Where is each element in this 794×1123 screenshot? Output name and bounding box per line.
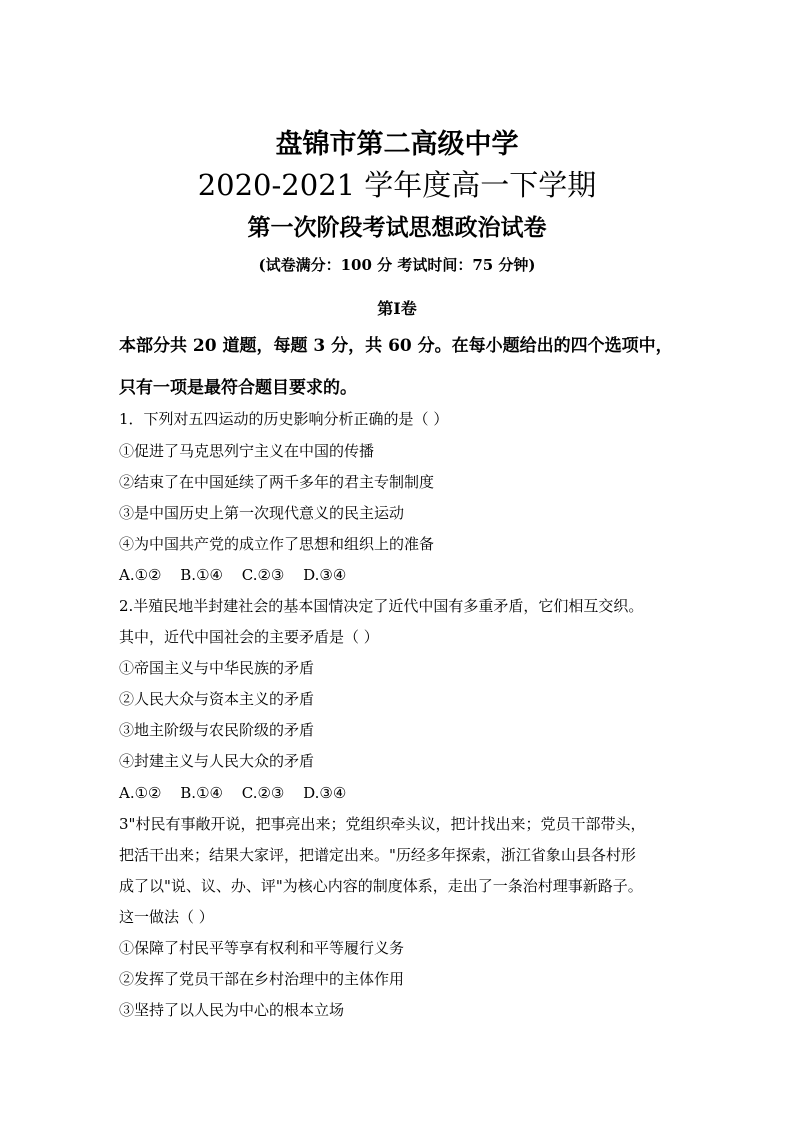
q3-item: ①保障了村民平等享有权利和平等履行义务 xyxy=(119,939,405,957)
q1-option-a: A.①② xyxy=(119,566,162,584)
q1-item: ②结束了在中国延续了两千多年的君主专制制度 xyxy=(119,473,435,491)
intro-line-2: 只有一项是最符合题目要求的。 xyxy=(119,378,357,398)
q3-stem: 3"村民有事敞开说，把事亮出来；党组织牵头议，把计找出来；党员干部带头， xyxy=(119,815,646,833)
q2-item: ④封建主义与人民大众的矛盾 xyxy=(119,752,315,770)
term-title: 2020-2021 学年度高一下学期 xyxy=(197,168,597,202)
q1-option-c: C.②③ xyxy=(241,566,285,584)
q2-option-a: A.①② xyxy=(119,784,162,802)
q3-stem: 成了以"说、议、办、评"为核心内容的制度体系，走出了一条治村理事新路子。 xyxy=(119,877,643,895)
q2-stem: 2.半殖民地半封建社会的基本国情决定了近代中国有多重矛盾，它们相互交织。 xyxy=(119,597,644,615)
exam-info: (试卷满分：100 分 考试时间：75 分钟) xyxy=(258,256,536,274)
intro-line-1: 本部分共 20 道题，每题 3 分，共 60 分。在每小题给出的四个选项中， xyxy=(119,336,673,356)
exam-title: 第一次阶段考试思想政治试卷 xyxy=(247,214,547,241)
q2-option-c: C.②③ xyxy=(241,784,285,802)
volume-heading: 第Ⅰ卷 xyxy=(377,299,417,318)
q1-stem: 1．下列对五四运动的历史影响分析正确的是（ ） xyxy=(119,410,449,428)
q1-option-b: B.①④ xyxy=(180,566,223,584)
q2-option-b: B.①④ xyxy=(180,784,223,802)
q2-options xyxy=(119,783,360,803)
q2-option-d: D.③④ xyxy=(303,784,347,802)
q2-stem: 其中，近代中国社会的主要矛盾是（ ） xyxy=(119,628,379,646)
q3-item: ③坚持了以人民为中心的根本立场 xyxy=(119,1001,345,1019)
q1-item: ①促进了马克思列宁主义在中国的传播 xyxy=(119,442,375,460)
q2-item: ①帝国主义与中华民族的矛盾 xyxy=(119,659,315,677)
q2-item: ③地主阶级与农民阶级的矛盾 xyxy=(119,721,315,739)
q1-option-d: D.③④ xyxy=(303,566,347,584)
q1-item: ③是中国历史上第一次现代意义的民主运动 xyxy=(119,504,405,522)
q3-stem: 这一做法（ ） xyxy=(119,908,214,926)
q1-item: ④为中国共产党的成立作了思想和组织上的准备 xyxy=(119,535,435,553)
q3-item: ②发挥了党员干部在乡村治理中的主体作用 xyxy=(119,970,405,988)
q1-options xyxy=(119,565,360,585)
q3-stem: 把活干出来；结果大家评，把谱定出来。"历经多年探索，浙江省象山县各村形 xyxy=(119,846,636,864)
q2-item: ②人民大众与资本主义的矛盾 xyxy=(119,690,315,708)
school-title: 盘锦市第二高级中学 xyxy=(275,129,519,160)
